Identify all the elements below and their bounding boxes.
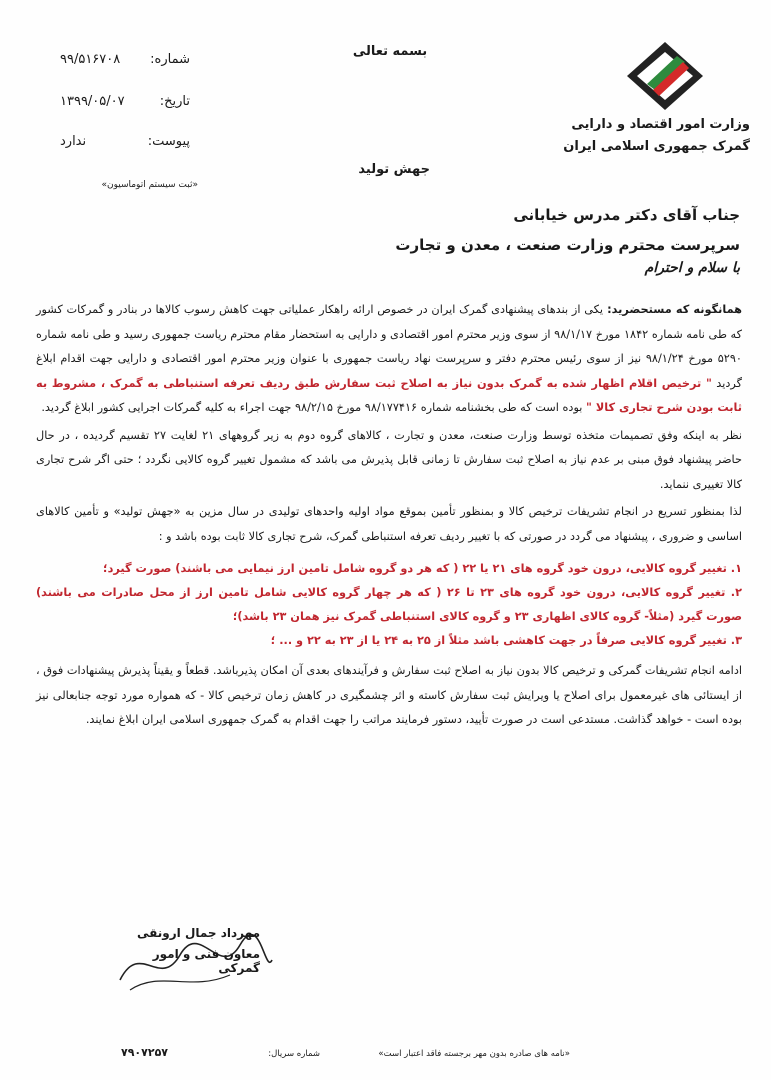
date-value: ۱۳۹۹/۰۵/۰۷: [60, 94, 125, 109]
paragraph-3: لذا بمنظور تسریع در انجام تشریفات ترخیص کالا و بمنظور تأمین بموقع مواد اولیه واحدهای تولیدی در سال مزین به «جهش تولید» و تأمین کالاهای اساسی و ضروری ، پیشنهاد می گردد در صورتی که با تغییر ردیف تعرفه استنباطی گمرک، شرح تجاری کالا ثابت بوده باشد و :: [36, 505, 742, 543]
paragraph-1-emphasis: " ترخیص اقلام اظهار شده به گمرک بدون نیاز به اصلاح ثبت سفارش طبق ردیف تعرفه استنباطی به گمرک ، مشروط به ثابت بودن شرح تجاری کالا ": [36, 376, 742, 414]
serial-number: ۷۹۰۷۲۵۷: [121, 1046, 168, 1059]
paragraph-1-text: یکی از بندهای پیشنهادی گمرک ایران در خصوص ارائه راهکار عملیاتی جهت کاهش رسوب کالاها در بنادر و گمرکات کشور که طی نامه شماره ۱۸۴۲ مورخ ۹۸/۱/۱۷ از سوی وزیر محترم امور اقتصادی و دارایی به استحضار مقام محترم ریاست جمهوری رسید و طی نامه شماره ۵۲۹۰ مورخ ۹۸/۱/۲۴ نیز از سوی رئیس محترم دفتر و سرپرست نهاد ریاست جمهوری با عنوان وزیر محترم امور اقتصادی و دارایی جهت اقدام ابلاغ گردید: [36, 303, 743, 390]
basmala: بسمه تعالی: [352, 44, 428, 59]
addressee-name: جناب آقای دکتر مدرس خیابانی: [513, 206, 740, 224]
greeting: با سلام و احترام: [644, 260, 740, 276]
org-line-1: وزارت امور اقتصاد و دارایی: [571, 117, 750, 132]
date-label: تاریخ:: [159, 94, 190, 109]
addressee-title: سرپرست محترم وزارت صنعت ، معدن و تجارت: [395, 236, 740, 254]
customs-logo: [625, 40, 705, 112]
paragraph-1: [36, 298, 742, 421]
serial-label: شماره سریال:: [268, 1049, 320, 1059]
list-item: ۳. تغییر گروه کالایی صرفاً در جهت کاهشی باشد مثلاً از ۲۵ به ۲۴ یا از ۲۳ به ۲۲ و ... ؛: [270, 634, 742, 647]
paragraph-1-intro: همانگونه که مستحضرید:: [603, 303, 743, 316]
attachment-label: پیوست:: [147, 134, 190, 149]
org-line-2: گمرک جمهوری اسلامی ایران: [563, 139, 750, 154]
paragraph-2: نظر به اینکه وفق تصمیمات متخذه توسط وزارت صنعت، معدن و تجارت ، کالاهای گروه دوم به زیر گروههای ۲۱ لغایت ۲۷ تقسیم گردیده ، در حال حاضر پیشنهاد فوق مبنی بر عدم نیاز به اصلاح ثبت سفارش تا زمانی قابل پذیرش می باشد که مشمول تغییر گروه کالایی نگردد ؛ حتی اگر شرح تجاری کالا تغییری ننماید.: [36, 428, 742, 491]
letter-body: [36, 298, 742, 736]
paragraph-4: ادامه انجام تشریفات گمرکی و ترخیص کالا بدون نیاز به اصلاح ثبت سفارش و فرآیندهای بعدی آن امکان پذیرباشد. قطعاً و یقیناً پذیرش پیشنهادات فوق ، از ایستائی های غیرمعمول برای اصلاح یا ویرایش ثبت سفارش کاسته و اثر چشمگیری در کاهش زمان ترخیص کالا - که همواره مورد توجه جنابعالی نیز بوده است - خواهد گذاشت. مستدعی است در صورت تأیید، دستور فرمایند مراتب را جهت اقدام به گمرک جمهوری اسلامی ایران ابلاغ نمایند.: [36, 664, 742, 726]
attachment-value: ندارد: [60, 134, 87, 149]
signatory-title: معاون فنی و امور گمرکی: [152, 947, 260, 975]
validity-note: «نامه های صادره بدون مهر برجسته فاقد اعتبار است»: [378, 1049, 570, 1059]
list-item: ۲. تغییر گروه کالایی، درون خود گروه های ۲۳ تا ۲۶ ( که هر چهار گروه کالایی شامل تامین ارز از محل صادرات می باشند) صورت گیرد (مثلاً- گروه کالای اظهاری ۲۳ و گروه کالای استنباطی گمرک نیز همان ۲۳ باشد)؛: [36, 586, 742, 623]
conditions-list: [36, 557, 742, 653]
paragraph-1-tail: بوده است که طی بخشنامه شماره ۹۸/۱۷۷۴۱۶ مورخ ۹۸/۲/۱۵ جهت اجراء به کلیه گمرکات اجرایی کشور ابلاغ گردید.: [41, 401, 587, 414]
list-item: ۱. تغییر گروه کالایی، درون خود گروه های ۲۱ یا ۲۲ ( که هر دو گروه شامل تامین ارز نیمایی می باشند) صورت گیرد؛: [103, 562, 742, 575]
number-label: شماره:: [150, 52, 190, 67]
signatory-name: مهرداد جمال ارونقی: [137, 926, 260, 940]
year-slogan: جهش تولید: [358, 162, 430, 177]
number-value: ۹۹/۵۱۶۷۰۸: [60, 52, 121, 67]
automation-note: «ثبت سیستم اتوماسیون»: [101, 180, 198, 190]
